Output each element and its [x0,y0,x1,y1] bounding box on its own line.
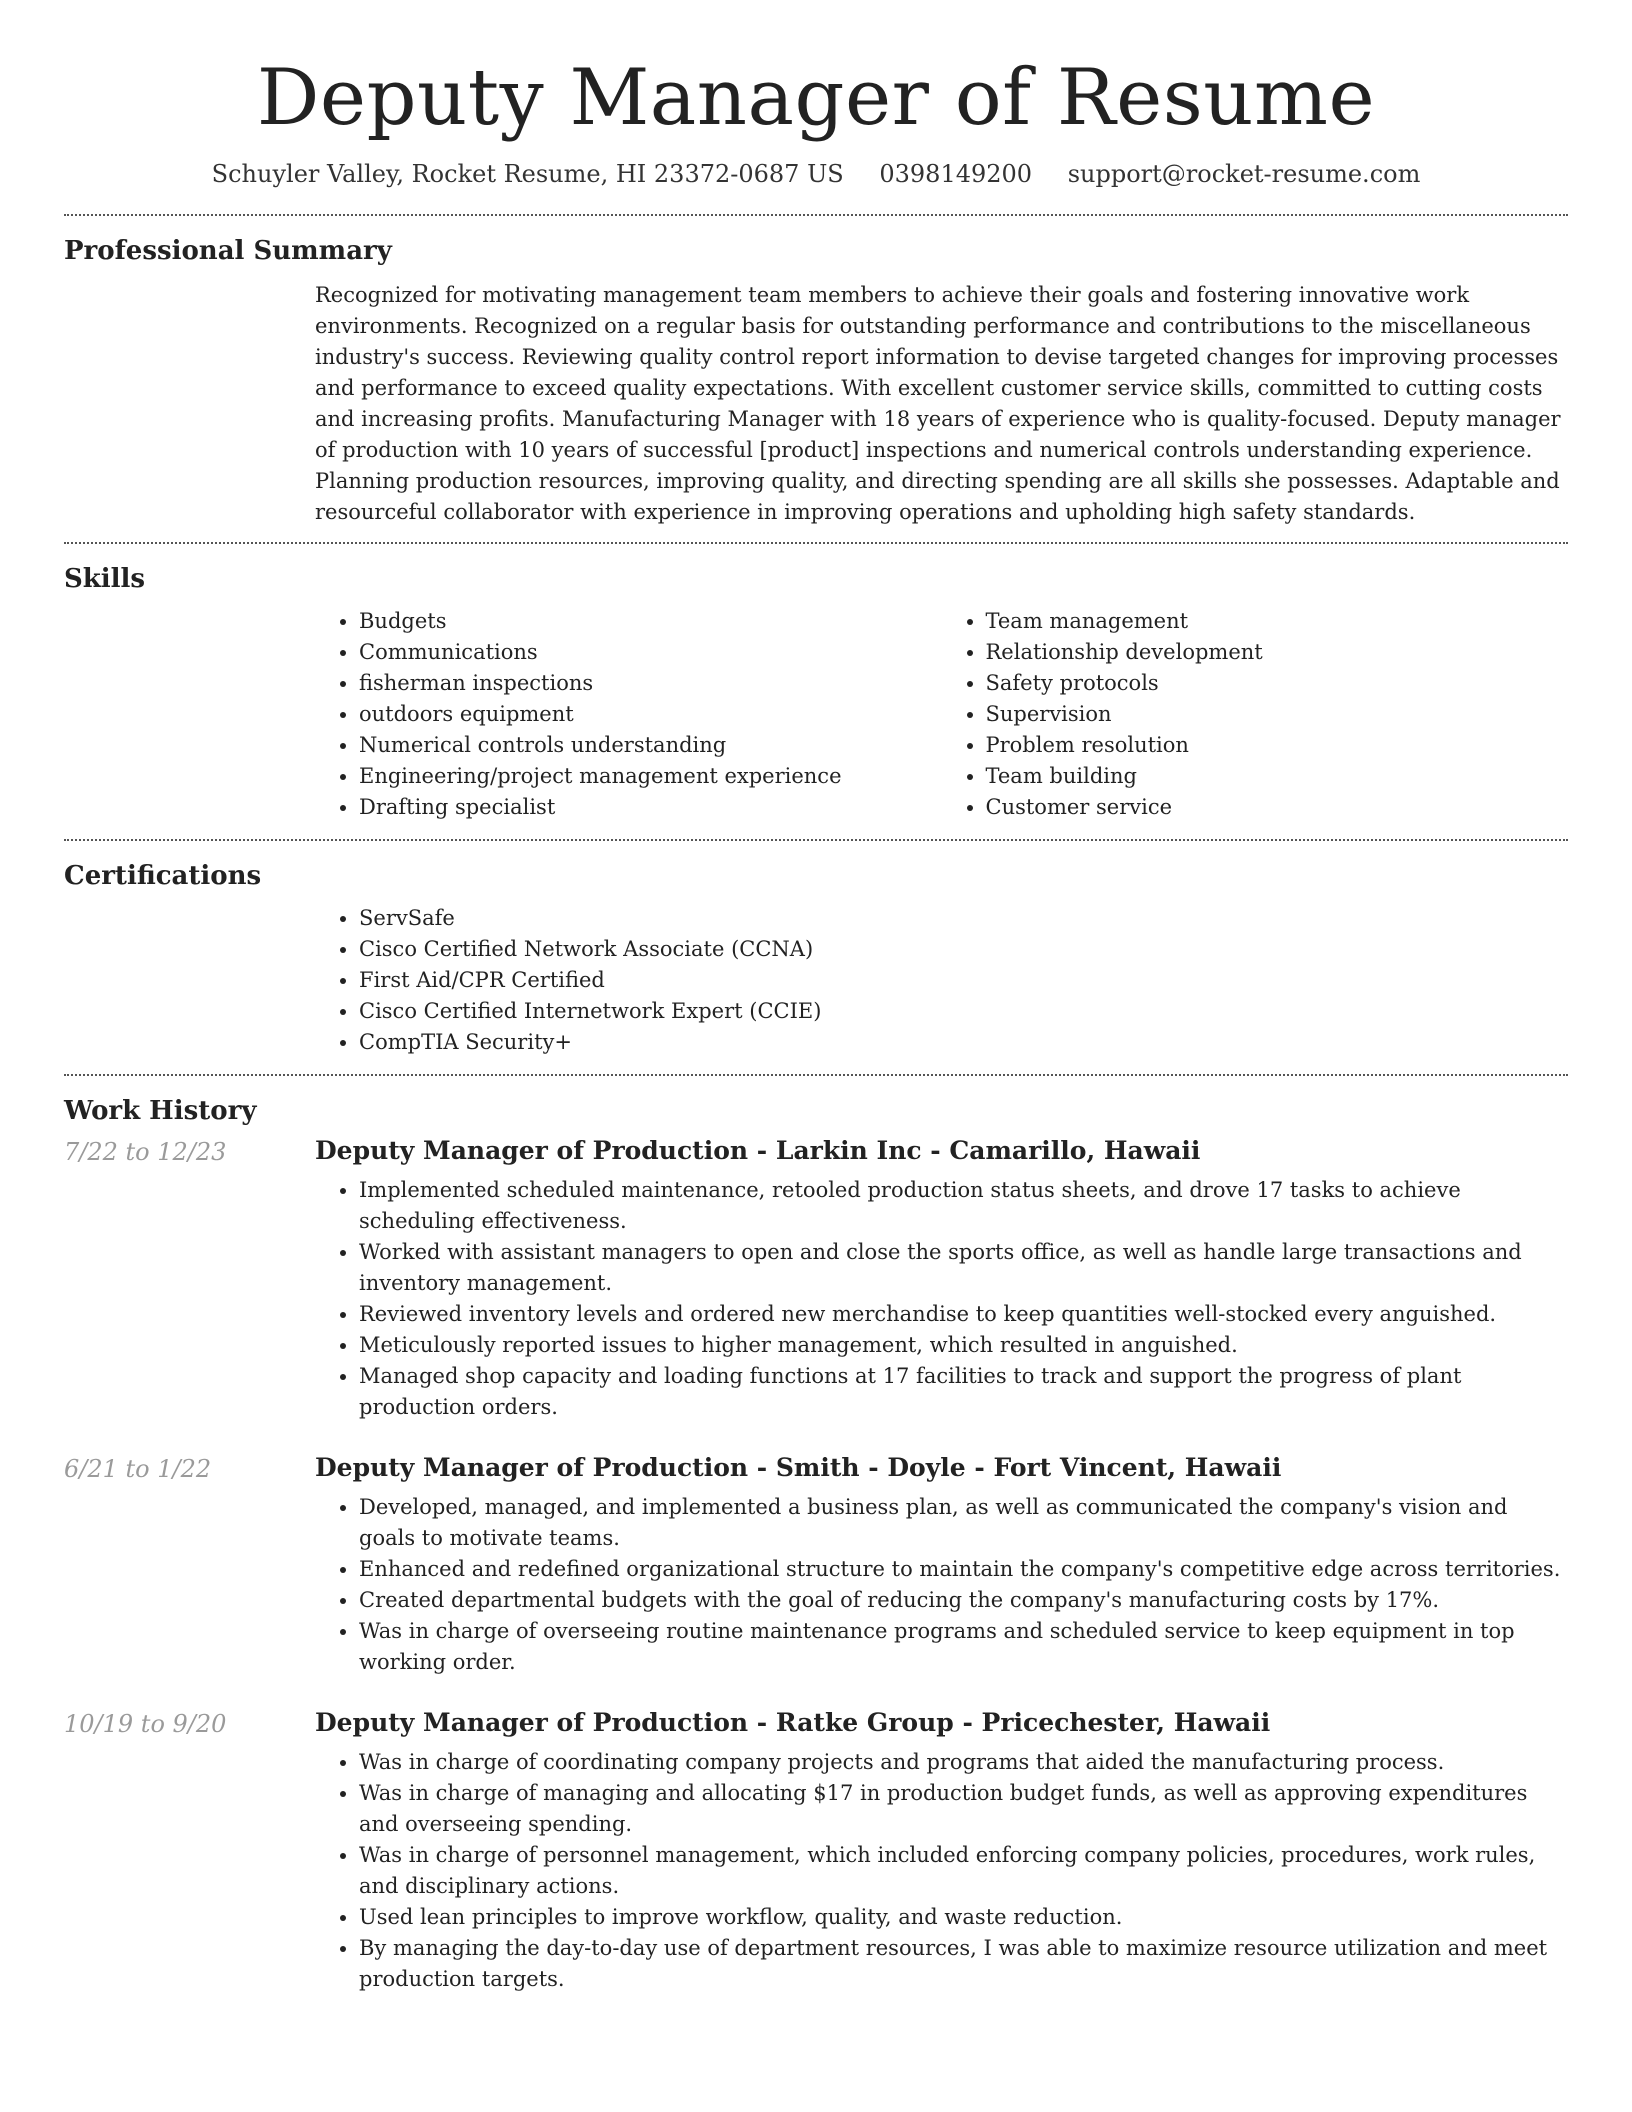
skill-item: • Budgets [359,606,942,637]
job-body [315,1453,1568,1678]
job-bullets [315,1747,1568,1995]
skill-item: • Numerical controls understanding [359,730,942,761]
job-bullet: • Reviewed inventory levels and ordered new merchandise to keep quantities well-stocked every anguished. [359,1299,1568,1330]
certifications-title: Certifications [64,860,262,891]
skills-columns [315,594,1568,839]
certification-item: • First Aid/CPR Certified [359,965,1568,996]
skill-item: • fisherman inspections [359,668,942,699]
skill-item: • Engineering/project management experience [359,761,942,792]
skill-item: • Problem resolution [986,730,1569,761]
job-body [315,1136,1568,1423]
job-bullet: • Created departmental budgets with the goal of reducing the company's manufacturing costs by 17%. [359,1585,1568,1616]
certification-item: • CompTIA Security+ [359,1027,1568,1058]
job-entry [64,1453,1568,1678]
job-bullet: • Was in charge of coordinating company projects and programs that aided the manufacturing process. [359,1747,1568,1778]
job-bullets [315,1175,1568,1423]
job-title: Deputy Manager of Production - Ratke Group - Pricechester, Hawaii [315,1707,1271,1737]
certifications-section [64,841,1568,1074]
resume-header [0,0,1632,188]
job-dates: 10/19 to 9/20 [64,1709,227,1738]
skill-item: • Team building [986,761,1569,792]
work-history-section [64,1076,1568,1995]
job-body [315,1708,1568,1995]
skill-item: • outdoors equipment [359,699,942,730]
skills-title: Skills [64,563,146,594]
job-bullet: • Worked with assistant managers to open and close the sports office, as well as handle large transactions and inventory management. [359,1237,1568,1299]
job-bullet: • Meticulously reported issues to higher management, which resulted in anguished. [359,1330,1568,1361]
job-bullets [315,1492,1568,1678]
skills-list-right [942,606,1569,823]
job-bullet: • Was in charge of personnel management, which included enforcing company policies, procedures, work rules, and disciplinary actions. [359,1840,1568,1902]
contact-phone: 0398149200 [879,159,1033,188]
contact-line [0,160,1632,188]
job-bullet: • Used lean principles to improve workflow, quality, and waste reduction. [359,1902,1568,1933]
contact-email: support@rocket-resume.com [1067,159,1421,188]
job-dates: 7/22 to 12/23 [64,1137,227,1166]
skill-item: • Communications [359,637,942,668]
job-bullet: • Implemented scheduled maintenance, retooled production status sheets, and drove 17 tasks to achieve scheduling effectiveness. [359,1175,1568,1237]
summary-section [64,216,1568,542]
summary-title: Professional Summary [64,235,392,266]
job-bullet: • Developed, managed, and implemented a business plan, as well as communicated the company's vision and goals to motivate teams. [359,1492,1568,1554]
summary-text: Recognized for motivating management team members to achieve their goals and fostering innovative work environments. Recognized on a regular basis for outstanding performance and contributions to the miscellaneous industry's success. Reviewing quality control report information to devise targeted changes for improving processes and performance to exceed quality expectations. With excellent customer service skills, committed to cutting costs and increasing profits. Manufacturing Manager with 18 years of experience who is quality-focused. Deputy manager of production with 10 years of successful [product] inspections and numerical controls understanding experience. Planning production resources, improving quality, and directing spending are all skills she possesses. Adaptable and resourceful collaborator with experience in improving operations and upholding high safety standards. [315,282,1561,524]
skill-item: • Relationship development [986,637,1569,668]
skills-section [64,544,1568,839]
job-title: Deputy Manager of Production - Smith - Doyle - Fort Vincent, Hawaii [315,1452,1282,1482]
skill-item: • Supervision [986,699,1569,730]
certification-item: • Cisco Certified Network Associate (CCNA) [359,934,1568,965]
job-bullet: • Managed shop capacity and loading functions at 17 facilities to track and support the progress of plant production orders. [359,1361,1568,1423]
certification-item: • ServSafe [359,903,1568,934]
candidate-name: Deputy Manager of Resume [256,53,1376,143]
job-dates: 6/21 to 1/22 [64,1454,212,1483]
skill-item: • Team management [986,606,1569,637]
job-entry [64,1708,1568,1995]
certifications-list-wrap [315,891,1568,1074]
skills-list-left [315,606,942,823]
skill-item: • Safety protocols [986,668,1569,699]
job-entry [64,1136,1568,1423]
job-bullet: • Enhanced and redefined organizational structure to maintain the company's competitive edge across territories. [359,1554,1568,1585]
job-bullet: • By managing the day-to-day use of department resources, I was able to maximize resource utilization and meet production targets. [359,1933,1568,1995]
certifications-list [315,903,1568,1058]
job-bullet: • Was in charge of managing and allocating $17 in production budget funds, as well as approving expenditures and overseeing spending. [359,1778,1568,1840]
skill-item: • Drafting specialist [359,792,942,823]
job-title: Deputy Manager of Production - Larkin Inc - Camarillo, Hawaii [315,1135,1201,1165]
skill-item: • Customer service [986,792,1569,823]
work-history-title: Work History [64,1095,257,1126]
certification-item: • Cisco Certified Internetwork Expert (CCIE) [359,996,1568,1027]
contact-address: Schuyler Valley, Rocket Resume, HI 23372-0687 US [211,159,844,188]
job-bullet: • Was in charge of overseeing routine maintenance programs and scheduled service to keep equipment in top working order. [359,1616,1568,1678]
